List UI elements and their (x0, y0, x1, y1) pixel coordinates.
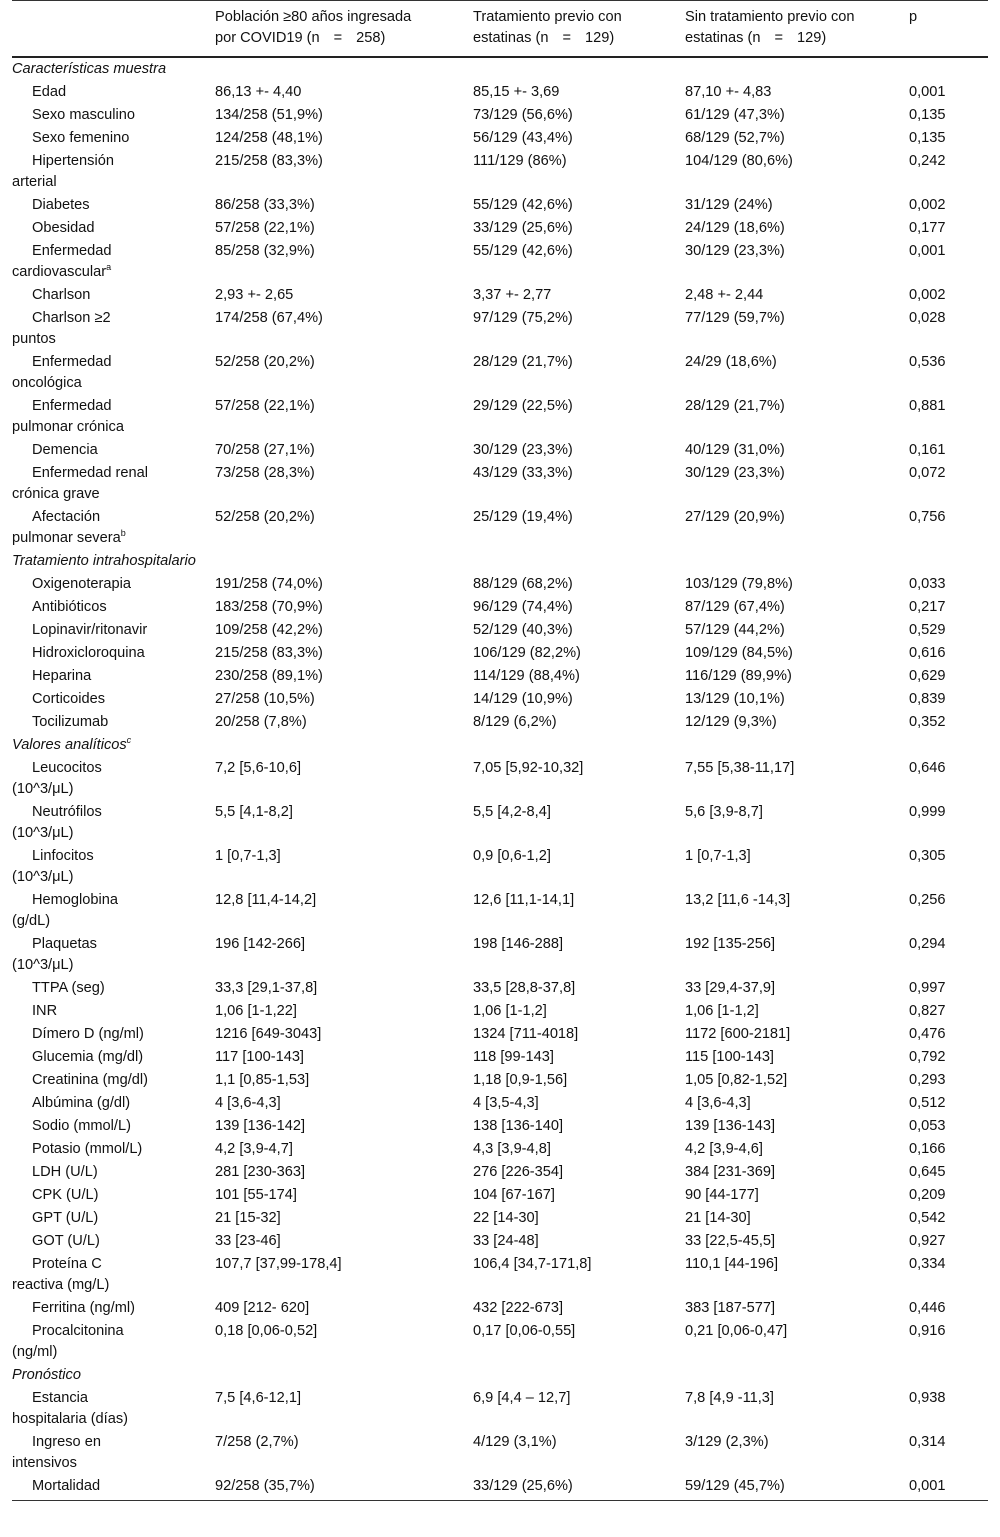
row-label: Potasio (mmol/L) (32, 1141, 143, 1157)
row-label: GOT (U/L) (32, 1233, 100, 1249)
value-cell: 138 [136-140] (473, 1118, 564, 1134)
row-label: Mortalidad (12, 1475, 205, 1501)
p-value-cell: 0,756 (909, 509, 946, 525)
value-cell: 28/129 (21,7%) (473, 354, 573, 370)
value-cell: 33/129 (25,6%) (463, 1475, 675, 1501)
row-label: Ferritina (ng/ml) (32, 1300, 135, 1316)
p-value-cell: 0,001 (909, 243, 946, 259)
row-label: Sexo femenino (32, 130, 130, 146)
row-label: Obesidad (32, 220, 95, 236)
value-cell: 1 [0,7-1,3] (685, 848, 751, 864)
p-value-cell: 0,314 (909, 1434, 946, 1450)
row-label: Antibióticos (32, 599, 107, 615)
table-row (12, 194, 988, 217)
table-row (12, 596, 988, 619)
value-cell: 97/129 (75,2%) (473, 310, 573, 326)
table-row (12, 127, 988, 150)
row-label: Plaquetas (10^3/μL) (12, 936, 97, 973)
value-cell: 215/258 (83,3%) (215, 153, 323, 169)
value-cell: 55/129 (42,6%) (473, 243, 573, 259)
value-cell: 1216 [649-3043] (215, 1026, 322, 1042)
header-row (12, 1, 988, 57)
p-value-cell: 0,242 (909, 153, 946, 169)
row-label: Dímero D (ng/ml) (32, 1026, 144, 1042)
value-cell: 8/129 (6,2%) (473, 714, 557, 730)
data-table (12, 0, 988, 1501)
table-row (12, 1115, 988, 1138)
value-cell: 1,05 [0,82-1,52] (685, 1072, 788, 1088)
value-cell: 13/129 (10,1%) (685, 691, 785, 707)
row-label: Oxigenoterapia (32, 576, 131, 592)
value-cell: 21 [14-30] (685, 1210, 751, 1226)
header-col1: Población ≥80 años ingresada por COVID19 (n = 258) (205, 1, 463, 57)
row-label: Sodio (mmol/L) (32, 1118, 131, 1134)
value-cell: 7,5 [4,6-12,1] (215, 1390, 302, 1406)
section-title: Características muestra (12, 61, 167, 77)
value-cell: 52/258 (20,2%) (215, 354, 315, 370)
row-label: LDH (U/L) (32, 1164, 98, 1180)
value-cell: 106/129 (82,2%) (473, 645, 581, 661)
value-cell: 104/129 (80,6%) (685, 153, 793, 169)
value-cell: 1,06 [1-1,2] (473, 1003, 547, 1019)
section-header-row (12, 550, 988, 573)
p-value-cell: 0,645 (909, 1164, 946, 1180)
value-cell: 281 [230-363] (215, 1164, 306, 1180)
value-cell: 384 [231-369] (685, 1164, 776, 1180)
value-cell: 4,3 [3,9-4,8] (473, 1141, 551, 1157)
value-cell: 7/258 (2,7%) (215, 1434, 299, 1450)
value-cell: 7,2 [5,6-10,6] (215, 760, 302, 776)
value-cell: 192 [135-256] (685, 936, 776, 952)
table-row (12, 1320, 988, 1364)
header-p: p (899, 1, 988, 57)
table-row (12, 1387, 988, 1431)
value-cell: 0,17 [0,06-0,55] (473, 1323, 576, 1339)
value-cell: 28/129 (21,7%) (685, 398, 785, 414)
value-cell: 61/129 (47,3%) (685, 107, 785, 123)
table-row (12, 1000, 988, 1023)
value-cell: 43/129 (33,3%) (473, 465, 573, 481)
value-cell: 1172 [600-2181] (685, 1026, 791, 1042)
p-value-cell: 0,028 (909, 310, 946, 326)
value-cell: 25/129 (19,4%) (473, 509, 573, 525)
value-cell: 59/129 (45,7%) (675, 1475, 899, 1501)
value-cell: 1,06 [1-1,2] (685, 1003, 759, 1019)
p-value-cell: 0,616 (909, 645, 946, 661)
value-cell: 276 [226-354] (473, 1164, 564, 1180)
row-label: Charlson ≥2 puntos (12, 310, 111, 347)
value-cell: 1324 [711-4018] (473, 1026, 579, 1042)
value-cell: 20/258 (7,8%) (215, 714, 307, 730)
table-row (12, 619, 988, 642)
value-cell: 73/258 (28,3%) (215, 465, 315, 481)
value-cell: 33 [22,5-45,5] (685, 1233, 776, 1249)
value-cell: 85,15 +- 3,69 (473, 84, 560, 100)
value-cell: 116/129 (89,9%) (685, 668, 792, 684)
value-cell: 55/129 (42,6%) (473, 197, 573, 213)
value-cell: 5,6 [3,9-8,7] (685, 804, 763, 820)
value-cell: 52/258 (20,2%) (215, 509, 315, 525)
value-cell: 6,9 [4,4 – 12,7] (473, 1390, 571, 1406)
header-empty (12, 1, 205, 57)
table-row (12, 240, 988, 284)
table-row (12, 642, 988, 665)
row-label: Neutrófilos (10^3/μL) (12, 804, 102, 841)
p-value-cell: 0,305 (909, 848, 946, 864)
table-row (12, 711, 988, 734)
table-row (12, 1184, 988, 1207)
table-row (12, 573, 988, 596)
value-cell: 230/258 (89,1%) (215, 668, 323, 684)
row-label: Lopinavir/ritonavir (32, 622, 148, 638)
table-row (12, 284, 988, 307)
table-row (12, 889, 988, 933)
value-cell: 0,18 [0,06-0,52] (215, 1323, 318, 1339)
value-cell: 5,5 [4,1-8,2] (215, 804, 293, 820)
value-cell: 21 [15-32] (215, 1210, 281, 1226)
value-cell: 86,13 +- 4,40 (215, 84, 302, 100)
p-value-cell: 0,529 (909, 622, 946, 638)
p-value-cell: 0,476 (909, 1026, 946, 1042)
value-cell: 73/129 (56,6%) (473, 107, 573, 123)
row-label: Corticoides (32, 691, 105, 707)
value-cell: 30/129 (23,3%) (685, 243, 785, 259)
p-value-cell: 0,001 (909, 84, 946, 100)
p-value-cell: 0,938 (909, 1390, 946, 1406)
value-cell: 106,4 [34,7-171,8] (473, 1256, 592, 1272)
value-cell: 12/129 (9,3%) (685, 714, 777, 730)
value-cell: 92/258 (35,7%) (205, 1475, 463, 1501)
p-value-cell: 0,881 (909, 398, 946, 414)
value-cell: 4 [3,6-4,3] (215, 1095, 281, 1111)
value-cell: 87/129 (67,4%) (685, 599, 785, 615)
value-cell: 2,48 +- 2,44 (685, 287, 764, 303)
value-cell: 27/129 (20,9%) (685, 509, 785, 525)
p-value-cell: 0,792 (909, 1049, 946, 1065)
value-cell: 1,06 [1-1,22] (215, 1003, 297, 1019)
p-value-cell: 0,072 (909, 465, 946, 481)
row-label: Hidroxicloroquina (32, 645, 145, 661)
value-cell: 134/258 (51,9%) (215, 107, 323, 123)
table-row (12, 307, 988, 351)
table-row (12, 395, 988, 439)
row-label: Estancia hospitalaria (días) (12, 1390, 128, 1427)
value-cell: 196 [142-266] (215, 936, 306, 952)
value-cell: 101 [55-174] (215, 1187, 297, 1203)
table-row (12, 977, 988, 1000)
value-cell: 90 [44-177] (685, 1187, 759, 1203)
value-cell: 40/129 (31,0%) (685, 442, 785, 458)
value-cell: 0,9 [0,6-1,2] (473, 848, 551, 864)
value-cell: 104 [67-167] (473, 1187, 555, 1203)
section-header-row (12, 57, 988, 81)
table-row (12, 665, 988, 688)
value-cell: 88/129 (68,2%) (473, 576, 573, 592)
value-cell: 85/258 (32,9%) (215, 243, 315, 259)
p-value-cell: 0,217 (909, 599, 946, 615)
value-cell: 1,18 [0,9-1,56] (473, 1072, 568, 1088)
table-row (12, 1023, 988, 1046)
value-cell: 191/258 (74,0%) (215, 576, 323, 592)
p-value-cell: 0,294 (909, 936, 946, 952)
p-value-cell: 0,053 (909, 1118, 946, 1134)
p-value-cell: 0,256 (909, 892, 946, 908)
p-value-cell: 0,033 (909, 576, 946, 592)
row-label: Albúmina (g/dl) (32, 1095, 131, 1111)
table-row (12, 933, 988, 977)
table-row (12, 104, 988, 127)
row-label: Demencia (32, 442, 98, 458)
p-value-cell: 0,916 (909, 1323, 946, 1339)
value-cell: 124/258 (48,1%) (215, 130, 323, 146)
table-row (12, 1138, 988, 1161)
table-row (12, 506, 988, 550)
value-cell: 4 [3,5-4,3] (473, 1095, 539, 1111)
row-label: Linfocitos (10^3/μL) (12, 848, 94, 885)
table-row (12, 1253, 988, 1297)
row-label: Hipertensión arterial (12, 153, 114, 190)
row-label: Heparina (32, 668, 92, 684)
value-cell: 56/129 (43,4%) (473, 130, 573, 146)
value-cell: 409 [212- 620] (215, 1300, 310, 1316)
p-value-cell: 0,629 (909, 668, 946, 684)
row-label: Diabetes (32, 197, 90, 213)
row-label: Enfermedad pulmonar crónica (12, 398, 124, 435)
value-cell: 86/258 (33,3%) (215, 197, 315, 213)
value-cell: 118 [99-143] (473, 1049, 554, 1065)
p-value-cell: 0,001 (899, 1475, 988, 1501)
value-cell: 4/129 (3,1%) (473, 1434, 557, 1450)
value-cell: 7,55 [5,38-11,17] (685, 760, 795, 776)
p-value-cell: 0,135 (909, 107, 946, 123)
value-cell: 68/129 (52,7%) (685, 130, 785, 146)
section-title: Pronóstico (12, 1367, 81, 1383)
p-value-cell: 0,927 (909, 1233, 946, 1249)
p-value-cell: 0,999 (909, 804, 946, 820)
row-label: Creatinina (mg/dl) (32, 1072, 148, 1088)
value-cell: 57/129 (44,2%) (685, 622, 785, 638)
table-row (12, 462, 988, 506)
value-cell: 1,1 [0,85-1,53] (215, 1072, 310, 1088)
value-cell: 57/258 (22,1%) (215, 220, 315, 236)
value-cell: 383 [187-577] (685, 1300, 776, 1316)
table-row (12, 81, 988, 104)
p-value-cell: 0,827 (909, 1003, 946, 1019)
p-value-cell: 0,542 (909, 1210, 946, 1226)
row-label: Glucemia (mg/dl) (32, 1049, 144, 1065)
table-row (12, 1161, 988, 1184)
section-title: Valores analíticos$^c$ (12, 735, 132, 753)
value-cell: 33/129 (25,6%) (473, 220, 573, 236)
value-cell: 7,8 [4,9 -11,3] (685, 1390, 774, 1406)
value-cell: 117 [100-143] (215, 1049, 304, 1065)
row-label: Enfermedad oncológica (12, 354, 112, 391)
table-body (12, 57, 988, 1501)
table-row (12, 757, 988, 801)
value-cell: 30/129 (23,3%) (685, 465, 785, 481)
value-cell: 30/129 (23,3%) (473, 442, 573, 458)
value-cell: 109/258 (42,2%) (215, 622, 323, 638)
section-header-row (12, 1364, 988, 1387)
row-label: Tocilizumab (32, 714, 109, 730)
value-cell: 33 [23-46] (215, 1233, 281, 1249)
table-row (12, 1297, 988, 1320)
header-col3: Sin tratamiento previo con estatinas (n = 129) (675, 1, 899, 57)
value-cell: 198 [146-288] (473, 936, 564, 952)
value-cell: 3/129 (2,3%) (685, 1434, 769, 1450)
value-cell: 12,8 [11,4-14,2] (215, 892, 317, 908)
value-cell: 3,37 +- 2,77 (473, 287, 552, 303)
p-value-cell: 0,177 (909, 220, 946, 236)
value-cell: 31/129 (24%) (685, 197, 773, 213)
p-value-cell: 0,536 (909, 354, 946, 370)
value-cell: 13,2 [11,6 -14,3] (685, 892, 791, 908)
value-cell: 4,2 [3,9-4,6] (685, 1141, 763, 1157)
row-label: Sexo masculino (32, 107, 136, 123)
row-label: Ingreso en intensivos (12, 1434, 101, 1471)
value-cell: 0,21 [0,06-0,47] (685, 1323, 788, 1339)
table-row (12, 1069, 988, 1092)
p-value-cell: 0,997 (909, 980, 946, 996)
value-cell: 139 [136-142] (215, 1118, 306, 1134)
row-label: Charlson (32, 287, 91, 303)
p-value-cell: 0,293 (909, 1072, 946, 1088)
table-row (12, 1475, 988, 1501)
value-cell: 12,6 [11,1-14,1] (473, 892, 575, 908)
table-row (12, 217, 988, 240)
value-cell: 107,7 [37,99-178,4] (215, 1256, 342, 1272)
row-label: Enfermedad cardiovascular$^a$ (12, 243, 112, 280)
value-cell: 432 [222-673] (473, 1300, 564, 1316)
value-cell: 115 [100-143] (685, 1049, 774, 1065)
table-row (12, 845, 988, 889)
row-label: Afectación pulmonar severa$^b$ (12, 509, 126, 546)
p-value-cell: 0,646 (909, 760, 946, 776)
value-cell: 24/29 (18,6%) (685, 354, 777, 370)
value-cell: 215/258 (83,3%) (215, 645, 323, 661)
section-header-row (12, 734, 988, 757)
value-cell: 7,05 [5,92-10,32] (473, 760, 584, 776)
p-value-cell: 0,161 (909, 442, 946, 458)
value-cell: 2,93 +- 2,65 (215, 287, 294, 303)
value-cell: 22 [14-30] (473, 1210, 539, 1226)
value-cell: 183/258 (70,9%) (215, 599, 323, 615)
row-label: Leucocitos (10^3/μL) (12, 760, 102, 797)
value-cell: 114/129 (88,4%) (473, 668, 580, 684)
row-label: INR (32, 1003, 58, 1019)
p-value-cell: 0,512 (909, 1095, 946, 1111)
value-cell: 14/129 (10,9%) (473, 691, 573, 707)
p-value-cell: 0,446 (909, 1300, 946, 1316)
row-label: TTPA (seg) (32, 980, 105, 996)
table-row (12, 1207, 988, 1230)
header-col2: Tratamiento previo con estatinas (n = 129) (463, 1, 675, 57)
table-row (12, 688, 988, 711)
table-row (12, 1046, 988, 1069)
p-value-cell: 0,135 (909, 130, 946, 146)
value-cell: 57/258 (22,1%) (215, 398, 315, 414)
p-value-cell: 0,166 (909, 1141, 946, 1157)
value-cell: 70/258 (27,1%) (215, 442, 315, 458)
value-cell: 27/258 (10,5%) (215, 691, 315, 707)
p-value-cell: 0,209 (909, 1187, 946, 1203)
value-cell: 139 [136-143] (685, 1118, 776, 1134)
table-row (12, 1431, 988, 1475)
value-cell: 111/129 (86%) (473, 153, 567, 169)
p-value-cell: 0,352 (909, 714, 946, 730)
table-row (12, 150, 988, 194)
value-cell: 52/129 (40,3%) (473, 622, 573, 638)
p-value-cell: 0,002 (909, 287, 946, 303)
row-label: GPT (U/L) (32, 1210, 99, 1226)
p-value-cell: 0,002 (909, 197, 946, 213)
row-label: Edad (32, 84, 67, 100)
value-cell: 33 [29,4-37,9] (685, 980, 776, 996)
value-cell: 4,2 [3,9-4,7] (215, 1141, 293, 1157)
value-cell: 24/129 (18,6%) (685, 220, 785, 236)
section-title: Tratamiento intrahospitalario (12, 553, 196, 569)
value-cell: 1 [0,7-1,3] (215, 848, 281, 864)
p-value-cell: 0,334 (909, 1256, 946, 1272)
table-container (12, 0, 988, 1501)
value-cell: 110,1 [44-196] (685, 1256, 779, 1272)
value-cell: 5,5 [4,2-8,4] (473, 804, 551, 820)
value-cell: 4 [3,6-4,3] (685, 1095, 751, 1111)
value-cell: 33 [24-48] (473, 1233, 539, 1249)
value-cell: 109/129 (84,5%) (685, 645, 793, 661)
p-value-cell: 0,839 (909, 691, 946, 707)
value-cell: 87,10 +- 4,83 (685, 84, 772, 100)
table-row (12, 439, 988, 462)
value-cell: 33,5 [28,8-37,8] (473, 980, 576, 996)
value-cell: 174/258 (67,4%) (215, 310, 323, 326)
value-cell: 33,3 [29,1-37,8] (215, 980, 318, 996)
row-label: Enfermedad renal crónica grave (12, 465, 149, 502)
row-label: Hemoglobina (g/dL) (12, 892, 118, 929)
table-row (12, 801, 988, 845)
table-row (12, 351, 988, 395)
table-row (12, 1092, 988, 1115)
row-label: CPK (U/L) (32, 1187, 99, 1203)
table-row (12, 1230, 988, 1253)
value-cell: 96/129 (74,4%) (473, 599, 573, 615)
value-cell: 29/129 (22,5%) (473, 398, 573, 414)
row-label: Procalcitonina (ng/ml) (12, 1323, 124, 1360)
value-cell: 103/129 (79,8%) (685, 576, 793, 592)
value-cell: 77/129 (59,7%) (685, 310, 785, 326)
row-label: Proteína C reactiva (mg/L) (12, 1256, 110, 1293)
